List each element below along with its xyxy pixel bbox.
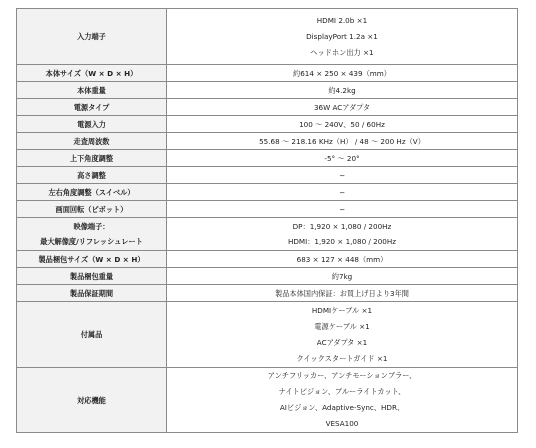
row-value: -5° ～ 20° <box>167 150 518 167</box>
value-line: クイックスタートガイド ×1 <box>296 353 388 363</box>
row-value: 約7kg <box>167 268 518 285</box>
value-line: HDMIケーブル ×1 <box>311 305 373 315</box>
spec-table <box>16 8 518 433</box>
table-row <box>17 184 518 201</box>
table-row <box>17 201 518 218</box>
row-label: 走査周波数 <box>17 133 167 150</box>
row-value: 約614 × 250 × 439（mm） <box>167 65 518 82</box>
row-label: 本体サイズ（W × D × H） <box>17 65 167 82</box>
value-line: VESA100 <box>325 419 359 428</box>
row-value: − <box>167 167 518 184</box>
row-value <box>167 218 518 251</box>
row-label: 本体重量 <box>17 82 167 99</box>
row-label: 電源タイプ <box>17 99 167 116</box>
table-row <box>17 302 518 368</box>
row-value: 683 × 127 × 448（mm） <box>167 251 518 268</box>
row-label: 画面回転（ピボット） <box>17 201 167 218</box>
row-label: 対応機能 <box>17 368 167 433</box>
table-row <box>17 285 518 302</box>
table-row <box>17 218 518 251</box>
table-row <box>17 150 518 167</box>
table-row <box>17 82 518 99</box>
value-line: ナイトビジョン、ブルーライトカット、 <box>278 387 406 396</box>
value-line: ヘッドホン出力 ×1 <box>310 47 374 57</box>
value-line: AIビジョン、Adaptive-Sync、HDR、 <box>279 403 405 412</box>
table-row <box>17 65 518 82</box>
table-row <box>17 9 518 65</box>
table-row <box>17 116 518 133</box>
row-label: 左右角度調整（スイベル） <box>17 184 167 201</box>
table-row <box>17 133 518 150</box>
row-value: − <box>167 201 518 218</box>
value-line: ACアダプタ ×1 <box>316 337 368 347</box>
table-row <box>17 167 518 184</box>
row-value <box>167 368 518 433</box>
label-line: 映像端子： <box>73 222 110 231</box>
label-line: 最大解像度/リフレッシュレート <box>40 237 143 246</box>
value-line: アンチフリッカー、アンチモーションブラー、 <box>267 371 417 380</box>
row-label: 高さ調整 <box>17 167 167 184</box>
row-label: 電源入力 <box>17 116 167 133</box>
row-value: 100 ～ 240V、50 / 60Hz <box>167 116 518 133</box>
row-value: 製品本体国内保証：お買上げ日より3年間 <box>167 285 518 302</box>
row-value: 約4.2kg <box>167 82 518 99</box>
value-line: DP：1,920 × 1,080 / 200Hz <box>292 222 392 231</box>
row-value: 55.68 ～ 218.16 KHz（H） / 48 ～ 200 Hz（V） <box>167 133 518 150</box>
row-label: 製品保証期間 <box>17 285 167 302</box>
row-value: − <box>167 184 518 201</box>
value-line: 電源ケーブル ×1 <box>314 321 370 331</box>
row-value <box>167 9 518 65</box>
row-label: 入力端子 <box>17 9 167 65</box>
row-label <box>17 218 167 251</box>
row-value <box>167 302 518 368</box>
row-label: 付属品 <box>17 302 167 368</box>
table-row <box>17 268 518 285</box>
table-row <box>17 251 518 268</box>
table-row <box>17 368 518 433</box>
value-line: DisplayPort 1.2a ×1 <box>306 31 378 41</box>
value-line: HDMI 2.0b ×1 <box>316 15 368 25</box>
row-value: 36W ACアダプタ <box>167 99 518 116</box>
table-row <box>17 99 518 116</box>
row-label: 上下角度調整 <box>17 150 167 167</box>
row-label: 製品梱包サイズ（W × D × H） <box>17 251 167 268</box>
value-line: HDMI：1,920 × 1,080 / 200Hz <box>287 237 397 246</box>
row-label: 製品梱包重量 <box>17 268 167 285</box>
